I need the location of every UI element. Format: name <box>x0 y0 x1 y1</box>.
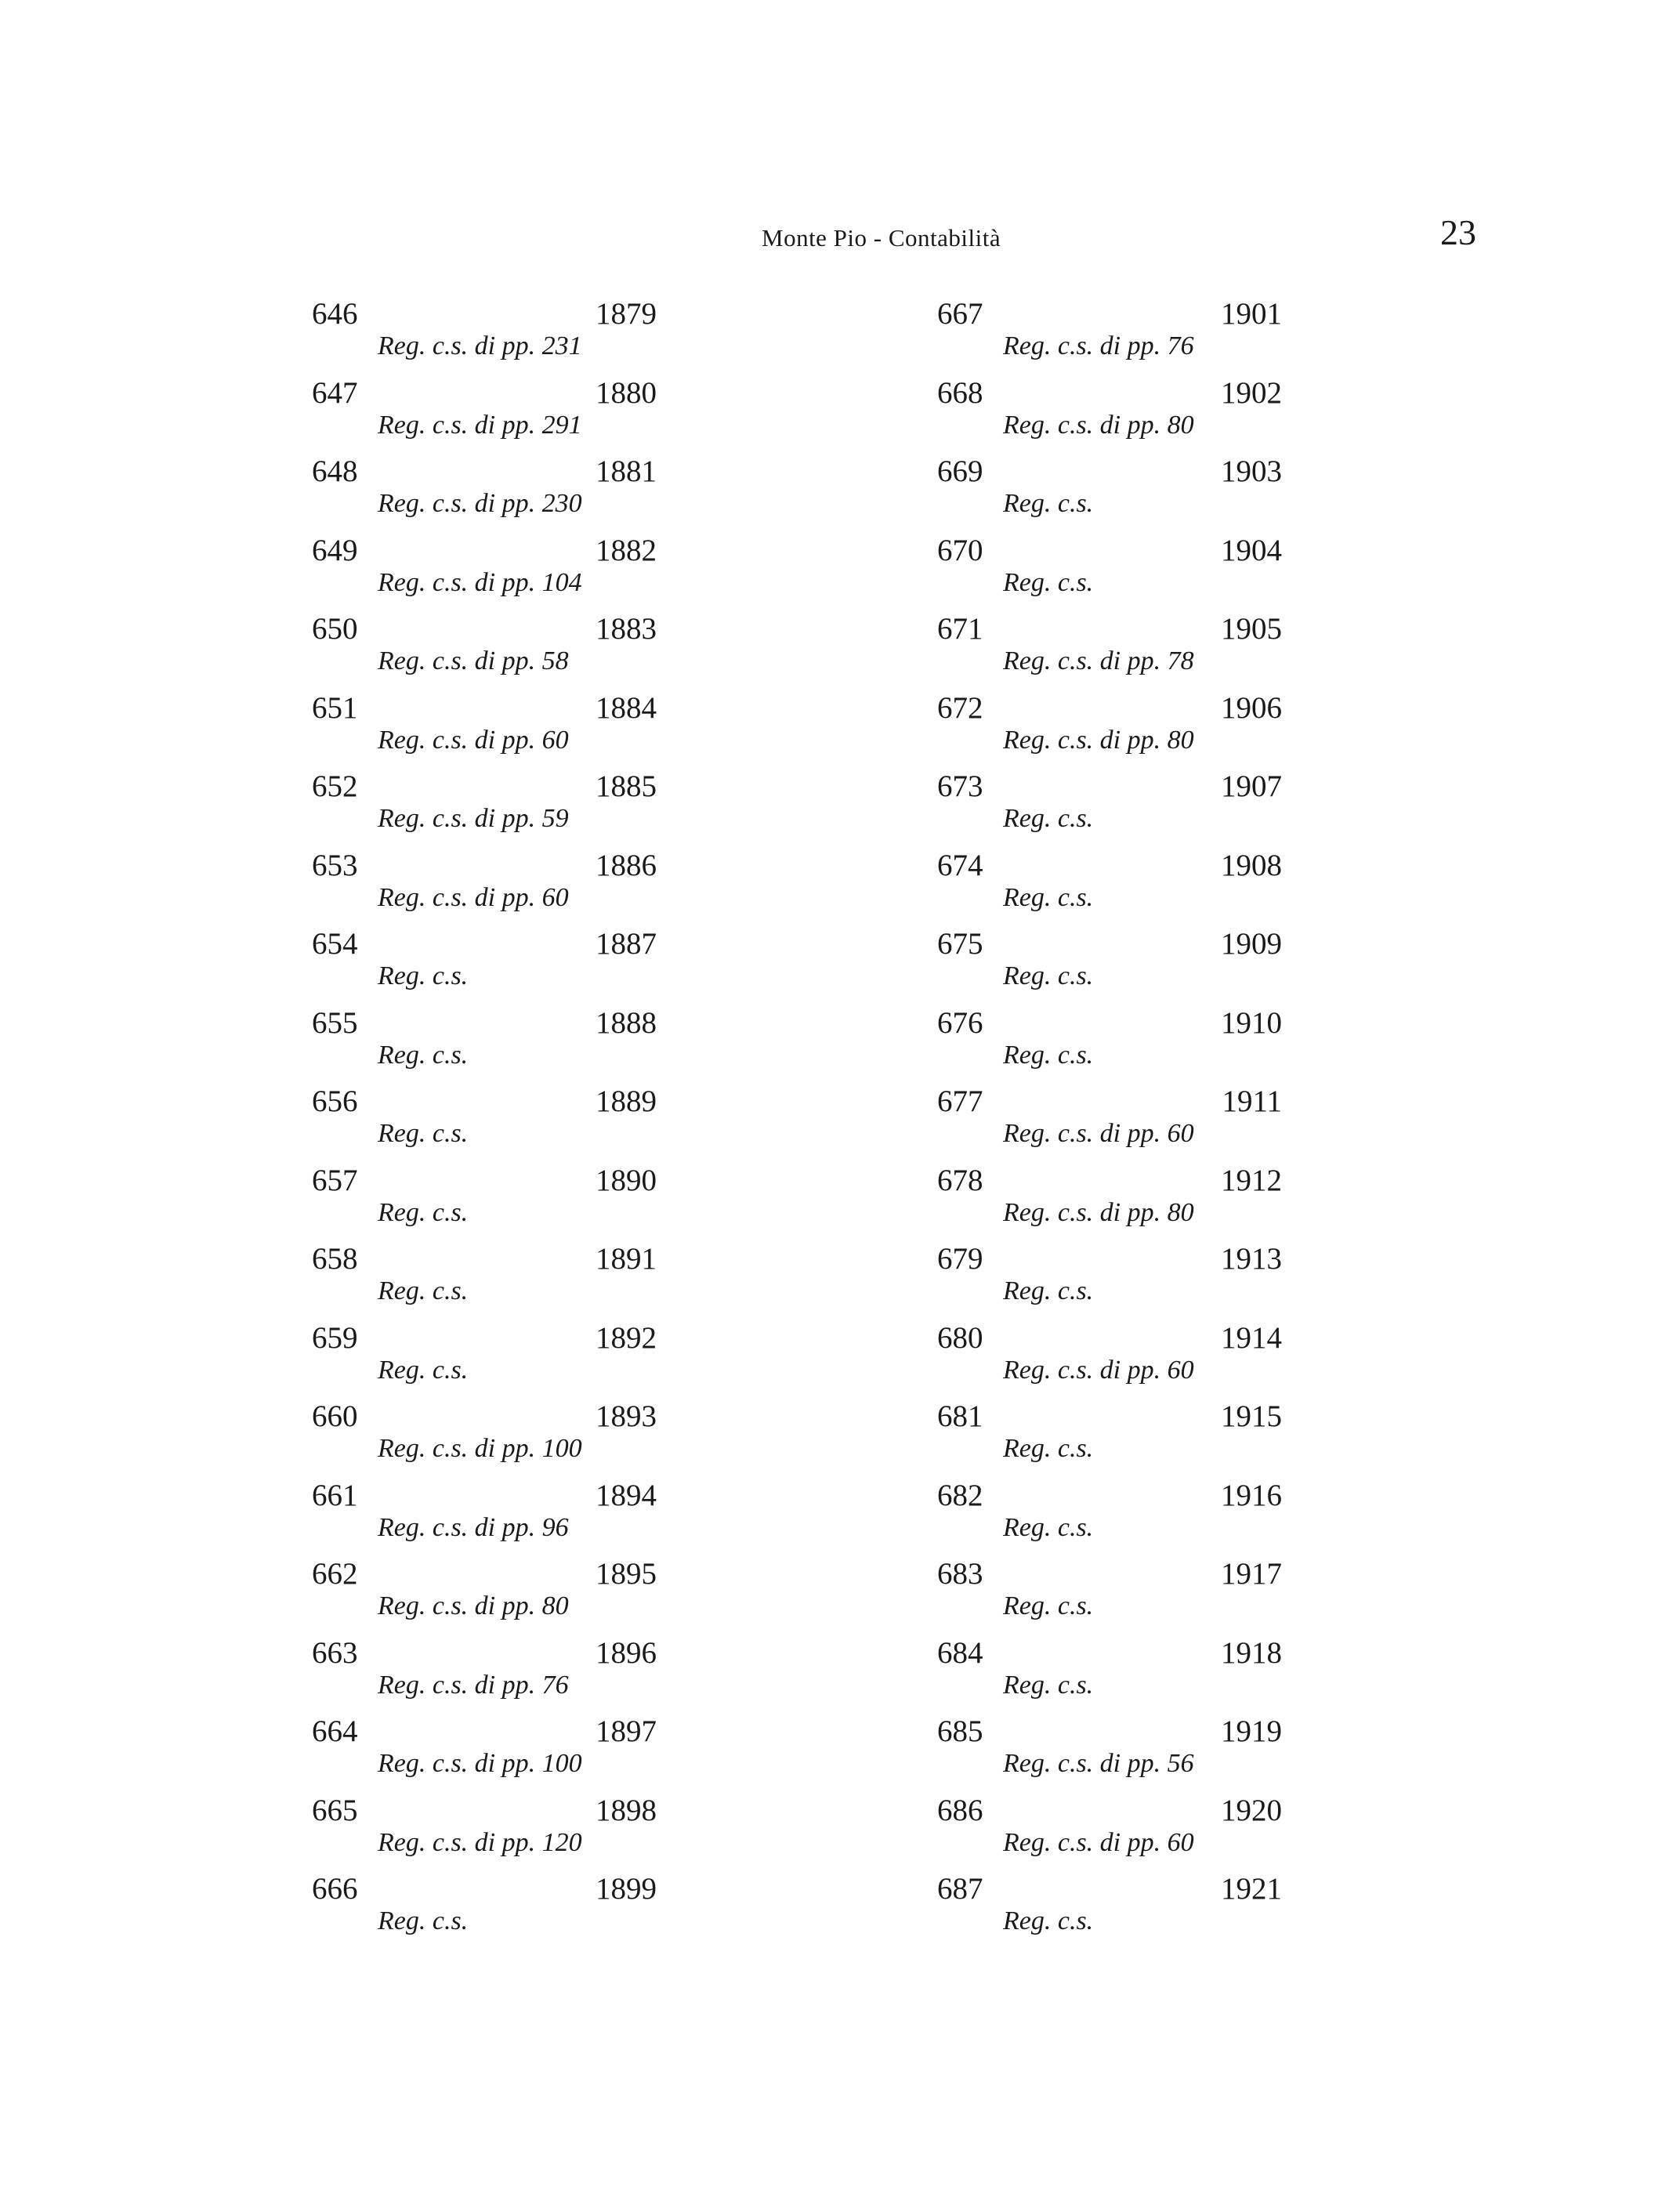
inventory-entry <box>312 1556 664 1635</box>
inventory-entry <box>937 1399 1290 1478</box>
entry-number: 682 <box>937 1478 983 1512</box>
entry-description: Reg. c.s. di pp. 60 <box>1003 1119 1194 1148</box>
entry-description: Reg. c.s. di pp. 80 <box>1003 725 1194 755</box>
entry-year: 1914 <box>1221 1320 1282 1355</box>
entry-year: 1912 <box>1221 1163 1282 1197</box>
inventory-entry <box>312 611 664 690</box>
inventory-entry <box>937 1714 1290 1793</box>
inventory-entry <box>937 690 1290 769</box>
inventory-entry <box>312 1399 664 1478</box>
entry-year: 1907 <box>1221 769 1282 803</box>
entry-description: Reg. c.s. <box>378 961 469 990</box>
entry-year: 1919 <box>1221 1714 1282 1748</box>
entry-year: 1915 <box>1221 1399 1282 1433</box>
inventory-entry <box>937 1478 1290 1557</box>
entry-number: 655 <box>312 1005 358 1040</box>
entry-year: 1917 <box>1221 1557 1282 1591</box>
entry-number: 670 <box>937 533 983 567</box>
entry-year: 1911 <box>1222 1084 1282 1118</box>
entry-year: 1897 <box>596 1714 657 1748</box>
inventory-entry <box>312 1871 664 1950</box>
inventory-entry <box>312 1163 664 1242</box>
entry-year: 1902 <box>1221 375 1282 410</box>
inventory-entry <box>937 1635 1290 1714</box>
entry-number: 665 <box>312 1793 358 1827</box>
entry-year: 1890 <box>596 1163 657 1197</box>
entry-description: Reg. c.s. di pp. 120 <box>378 1827 582 1857</box>
entry-number: 657 <box>312 1163 358 1197</box>
entry-description: Reg. c.s. di pp. 80 <box>1003 410 1194 440</box>
entry-description: Reg. c.s. <box>1003 1906 1094 1935</box>
entry-number: 654 <box>312 927 358 961</box>
entry-number: 658 <box>312 1242 358 1276</box>
entry-description: Reg. c.s. <box>1003 1276 1094 1305</box>
entry-number: 672 <box>937 690 983 725</box>
entry-number: 671 <box>937 612 983 646</box>
entry-description: Reg. c.s. di pp. 56 <box>1003 1749 1194 1778</box>
entry-description: Reg. c.s. <box>1003 1670 1094 1700</box>
entry-number: 685 <box>937 1714 983 1748</box>
entry-year: 1899 <box>596 1872 657 1906</box>
entry-description: Reg. c.s. di pp. 59 <box>378 804 569 833</box>
inventory-entry <box>937 848 1290 927</box>
entry-year: 1891 <box>596 1242 657 1276</box>
page-number: 23 <box>1440 212 1476 252</box>
inventory-entry <box>937 611 1290 690</box>
page-header <box>0 212 1680 274</box>
inventory-entry <box>937 1320 1290 1399</box>
inventory-entry <box>937 1556 1290 1635</box>
entry-year: 1920 <box>1221 1793 1282 1827</box>
inventory-entry <box>937 454 1290 533</box>
entry-description: Reg. c.s. <box>378 1040 469 1070</box>
entry-description: Reg. c.s. di pp. 231 <box>378 331 582 360</box>
inventory-entry <box>937 533 1290 612</box>
inventory-entry <box>937 296 1290 375</box>
left-column <box>312 296 664 1950</box>
entry-number: 677 <box>937 1084 983 1118</box>
entry-description: Reg. c.s. di pp. 80 <box>1003 1197 1194 1227</box>
inventory-entry <box>937 1241 1290 1320</box>
entry-number: 676 <box>937 1005 983 1040</box>
entry-number: 649 <box>312 533 358 567</box>
entry-year: 1895 <box>596 1557 657 1591</box>
entry-year: 1909 <box>1221 927 1282 961</box>
inventory-entry <box>312 1793 664 1872</box>
inventory-entry <box>312 375 664 454</box>
entry-number: 681 <box>937 1399 983 1433</box>
entry-number: 687 <box>937 1872 983 1906</box>
entry-year: 1880 <box>596 375 657 410</box>
entry-year: 1901 <box>1221 297 1282 331</box>
entry-description: Reg. c.s. di pp. 230 <box>378 489 582 518</box>
entry-description: Reg. c.s. <box>1003 882 1094 912</box>
entry-year: 1906 <box>1221 690 1282 725</box>
entry-number: 664 <box>312 1714 358 1748</box>
entry-description: Reg. c.s. <box>1003 1040 1094 1070</box>
inventory-entry <box>312 1241 664 1320</box>
inventory-entry <box>312 296 664 375</box>
entry-description: Reg. c.s. di pp. 60 <box>378 882 569 912</box>
entry-year: 1881 <box>596 454 657 488</box>
inventory-entry <box>312 1320 664 1399</box>
inventory-entry <box>937 1871 1290 1950</box>
entry-number: 680 <box>937 1320 983 1355</box>
entry-description: Reg. c.s. di pp. 60 <box>378 725 569 755</box>
entry-number: 669 <box>937 454 983 488</box>
entry-description: Reg. c.s. <box>1003 1591 1094 1620</box>
entry-description: Reg. c.s. <box>378 1119 469 1148</box>
inventory-entry <box>312 1084 664 1163</box>
entry-number: 674 <box>937 848 983 882</box>
entry-number: 661 <box>312 1478 358 1512</box>
entry-number: 659 <box>312 1320 358 1355</box>
entry-description: Reg. c.s. <box>1003 489 1094 518</box>
entry-year: 1887 <box>596 927 657 961</box>
entry-description: Reg. c.s. <box>1003 804 1094 833</box>
entry-year: 1903 <box>1221 454 1282 488</box>
entry-year: 1916 <box>1221 1478 1282 1512</box>
entry-description: Reg. c.s. <box>378 1197 469 1227</box>
entry-number: 673 <box>937 769 983 803</box>
inventory-entry <box>312 533 664 612</box>
entry-number: 663 <box>312 1635 358 1670</box>
entry-description: Reg. c.s. <box>378 1355 469 1385</box>
entry-description: Reg. c.s. di pp. 100 <box>378 1434 582 1463</box>
entry-year: 1894 <box>596 1478 657 1512</box>
entry-year: 1879 <box>596 297 657 331</box>
inventory-entry <box>312 769 664 848</box>
inventory-entry <box>312 848 664 927</box>
inventory-entry <box>937 375 1290 454</box>
inventory-entry <box>312 1635 664 1714</box>
entry-number: 679 <box>937 1242 983 1276</box>
entry-year: 1883 <box>596 612 657 646</box>
entry-year: 1913 <box>1221 1242 1282 1276</box>
right-column <box>937 296 1290 1950</box>
inventory-entry <box>937 769 1290 848</box>
entry-description: Reg. c.s. <box>378 1276 469 1305</box>
entry-year: 1904 <box>1221 533 1282 567</box>
inventory-entry <box>937 1005 1290 1084</box>
entry-description: Reg. c.s. di pp. 100 <box>378 1749 582 1778</box>
entry-year: 1896 <box>596 1635 657 1670</box>
entry-year: 1884 <box>596 690 657 725</box>
entry-number: 668 <box>937 375 983 410</box>
entry-year: 1889 <box>596 1084 657 1118</box>
entry-year: 1893 <box>596 1399 657 1433</box>
entry-description: Reg. c.s. <box>1003 567 1094 597</box>
entry-number: 666 <box>312 1872 358 1906</box>
entry-description: Reg. c.s. di pp. 78 <box>1003 646 1194 675</box>
entry-description: Reg. c.s. di pp. 80 <box>378 1591 569 1620</box>
inventory-entry <box>312 454 664 533</box>
inventory-entry <box>312 1005 664 1084</box>
entry-year: 1886 <box>596 848 657 882</box>
entry-number: 667 <box>937 297 983 331</box>
entry-description: Reg. c.s. di pp. 291 <box>378 410 582 440</box>
entry-description: Reg. c.s. di pp. 96 <box>378 1512 569 1542</box>
entry-number: 684 <box>937 1635 983 1670</box>
entry-description: Reg. c.s. di pp. 58 <box>378 646 569 675</box>
entry-number: 656 <box>312 1084 358 1118</box>
entry-year: 1910 <box>1221 1005 1282 1040</box>
entry-year: 1882 <box>596 533 657 567</box>
entry-number: 652 <box>312 769 358 803</box>
entry-year: 1892 <box>596 1320 657 1355</box>
entry-description: Reg. c.s. di pp. 104 <box>378 567 582 597</box>
entry-description: Reg. c.s. di pp. 60 <box>1003 1355 1194 1385</box>
entry-year: 1921 <box>1221 1872 1282 1906</box>
inventory-entry <box>312 1714 664 1793</box>
running-title: Monte Pio - Contabilità <box>762 224 1001 252</box>
entry-description: Reg. c.s. di pp. 60 <box>1003 1827 1194 1857</box>
inventory-entry <box>937 926 1290 1005</box>
entry-year: 1908 <box>1221 848 1282 882</box>
entry-number: 678 <box>937 1163 983 1197</box>
entry-number: 653 <box>312 848 358 882</box>
entry-description: Reg. c.s. di pp. 76 <box>1003 331 1194 360</box>
entry-year: 1905 <box>1221 612 1282 646</box>
entry-description: Reg. c.s. <box>1003 1512 1094 1542</box>
inventory-entry <box>937 1163 1290 1242</box>
entry-number: 651 <box>312 690 358 725</box>
entry-year: 1918 <box>1221 1635 1282 1670</box>
entry-number: 646 <box>312 297 358 331</box>
entry-number: 662 <box>312 1557 358 1591</box>
entry-number: 650 <box>312 612 358 646</box>
entry-year: 1888 <box>596 1005 657 1040</box>
entry-description: Reg. c.s. <box>1003 961 1094 990</box>
entry-year: 1898 <box>596 1793 657 1827</box>
entry-description: Reg. c.s. di pp. 76 <box>378 1670 569 1700</box>
entry-number: 660 <box>312 1399 358 1433</box>
entry-description: Reg. c.s. <box>378 1906 469 1935</box>
entry-number: 683 <box>937 1557 983 1591</box>
entry-year: 1885 <box>596 769 657 803</box>
entry-number: 648 <box>312 454 358 488</box>
entry-description: Reg. c.s. <box>1003 1434 1094 1463</box>
inventory-entry <box>937 1084 1290 1163</box>
entry-number: 686 <box>937 1793 983 1827</box>
entry-number: 675 <box>937 927 983 961</box>
inventory-entry <box>937 1793 1290 1872</box>
inventory-entry <box>312 690 664 769</box>
inventory-entry <box>312 1478 664 1557</box>
entry-number: 647 <box>312 375 358 410</box>
inventory-entry <box>312 926 664 1005</box>
